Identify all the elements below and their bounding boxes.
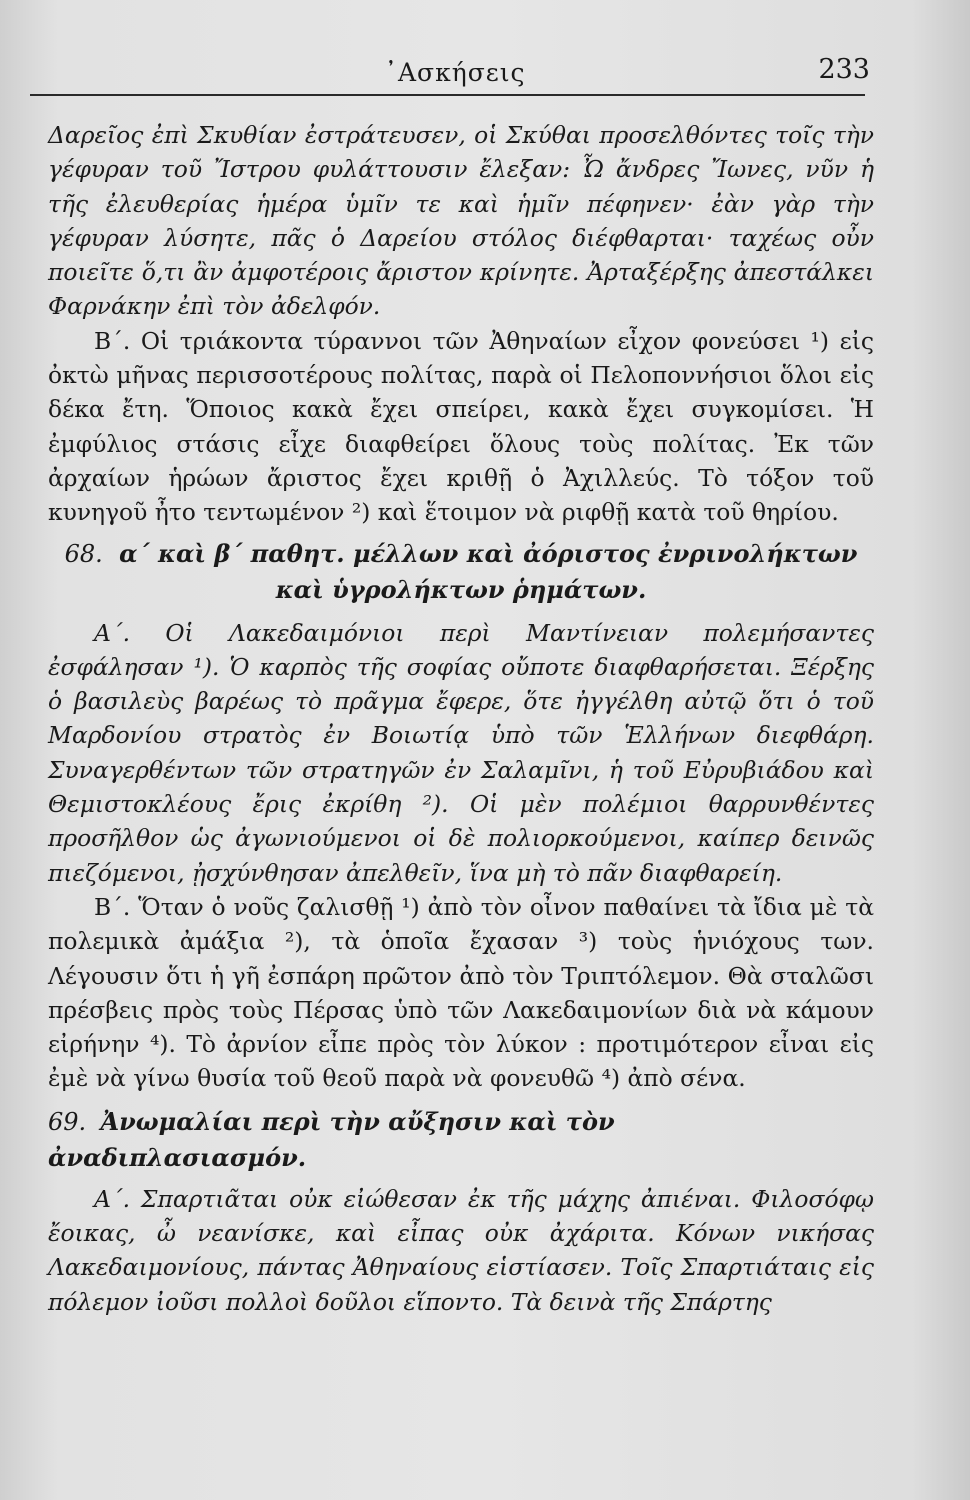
section-number-69: 69.	[48, 1107, 87, 1136]
section-title-69: Ἀνωμαλίαι περὶ τὴν αὔξησιν καὶ τὸν ἀναδιπλασιασμόν.	[48, 1106, 615, 1172]
section-number-68: 68.	[64, 539, 103, 568]
section-title-68: α΄ καὶ β΄ παθητ. μέλλων καὶ ἀόριστος ἐνρινολήκτων καὶ ὑγρολήκτων ῥημάτων.	[119, 538, 858, 604]
page-header	[40, 52, 870, 92]
paragraph-exercise-67-a: Δαρεῖος ἐπὶ Σκυθίαν ἐστράτευσεν, οἱ Σκύθαι προσελθόντες τοῖς τὴν γέφυραν τοῦ Ἴστρου φυλάττουσιν ἔλεξαν: Ὦ ἄνδρες Ἴωνες, νῦν ἡ τῆς ἐλευθερίας ἡμέρα ὑμῖν τε καὶ ἡμῖν πέφηνεν· ἐὰν γὰρ τὴν γέφυραν λύσητε, πᾶς ὁ Δαρείου στόλος διέφθαρται· ταχέως οὖν ποιεῖτε ὅ,τι ἂν ἀμφοτέροις ἄριστον κρίνητε. Ἀρταξέρξης ἀπεστάλκει Φαρνάκην ἐπὶ τὸν ἀδελφόν.	[48, 121, 874, 321]
section-heading-68	[48, 536, 874, 608]
page-number: 233	[818, 54, 870, 85]
paragraph-exercise-68-b: Β΄. Ὅταν ὁ νοῦς ζαλισθῇ ¹) ἀπὸ τὸν οἶνον παθαίνει τὰ ἴδια μὲ τὰ πολεμικὰ ἀμάξια ²), τὰ ὁποῖα ἔχασαν ³) τοὺς ἡνιόχους των. Λέγουσιν ὅτι ἡ γῆ ἐσπάρη πρῶτον ἀπὸ τὸν Τριπτόλεμον. Θὰ σταλῶσι πρέσβεις πρὸς τοὺς Πέρσας ὑπὸ τῶν Λακεδαιμονίων διὰ νὰ κάμουν εἰρήνην ⁴). Τὸ ἀρνίον εἶπε πρὸς τὸν λύκον : προτιμότερον εἶναι εἰς ἐμὲ νὰ γίνω θυσία τοῦ θεοῦ παρὰ νὰ φονευθῶ ⁴) ἀπὸ σένα.	[48, 892, 874, 1093]
paragraph-exercise-69-a: Α΄. Σπαρτιᾶται οὐκ εἰώθεσαν ἐκ τῆς μάχης ἀπιέναι. Φιλοσόφῳ ἔοικας, ὦ νεανίσκε, καὶ εἶπας οὐκ ἀχάριτα. Κόνων νικήσας Λακεδαιμονίους, πάντας Ἀθηναίους εἱστίασεν. Τοῖς Σπαρτιάταις εἰς πόλεμον ἰοῦσι πολλοὶ δοῦλοι εἵποντο. Τὰ δεινὰ τῆς Σπάρτης	[48, 1184, 874, 1316]
paragraph-exercise-68-a: Α΄. Οἱ Λακεδαιμόνιοι περὶ Μαντίνειαν πολεμήσαντες ἐσφάλησαν ¹). Ὁ καρπὸς τῆς σοφίας οὔποτε διαφθαρήσεται. Ξέρξης ὁ βασιλεὺς βαρέως τὸ πρᾶγμα ἔφερε, ὅτε ἠγγέλθη αὐτῷ ὅτι ὁ τοῦ Μαρδονίου στρατὸς ἐν Βοιωτίᾳ ὑπὸ τῶν Ἑλλήνων διεφθάρη. Συναγερθέντων τῶν στρατηγῶν ἐν Σαλαμῖνι, ἡ τοῦ Εὐρυβιάδου καὶ Θεμιστοκλέους ἔρις ἐκρίθη ²). Οἱ μὲν πολέμιοι θαρρυνθέντες προσῆλθον ὡς ἀγωνιούμενοι οἱ δὲ πολιορκούμενοι, καίπερ δεινῶς πιεζόμενοι, ᾐσχύνθησαν ἀπελθεῖν, ἵνα μὴ τὸ πᾶν διαφθαρείη.	[48, 618, 874, 887]
paragraph-exercise-67-b: Β΄. Οἱ τριάκοντα τύραννοι τῶν Ἀθηναίων εἶχον φονεύσει ¹) εἰς ὀκτὼ μῆνας περισσοτέρους πολίτας, παρὰ οἱ Πελοποννήσιοι ὅλοι εἰς δέκα ἔτη. Ὅποιος κακὰ ἔχει σπείρει, κακὰ ἔχει συγκομίσει. Ἡ ἐμφύλιος στάσις εἶχε διαφθείρει ὅλους τοὺς πολίτας. Ἐκ τῶν ἀρχαίων ἡρώων ἄριστος ἔχει κριθῇ ὁ Ἀχιλλεύς. Τὸ τόξον τοῦ κυνηγοῦ ἦτο τεντωμένον ²) καὶ ἕτοιμον νὰ ριφθῇ κατὰ τοῦ θηρίου.	[48, 326, 874, 527]
section-heading-69	[48, 1104, 874, 1176]
running-head: ᾿Ασκήσεις	[384, 58, 526, 87]
page-body	[48, 118, 874, 1319]
header-rule	[30, 94, 865, 96]
